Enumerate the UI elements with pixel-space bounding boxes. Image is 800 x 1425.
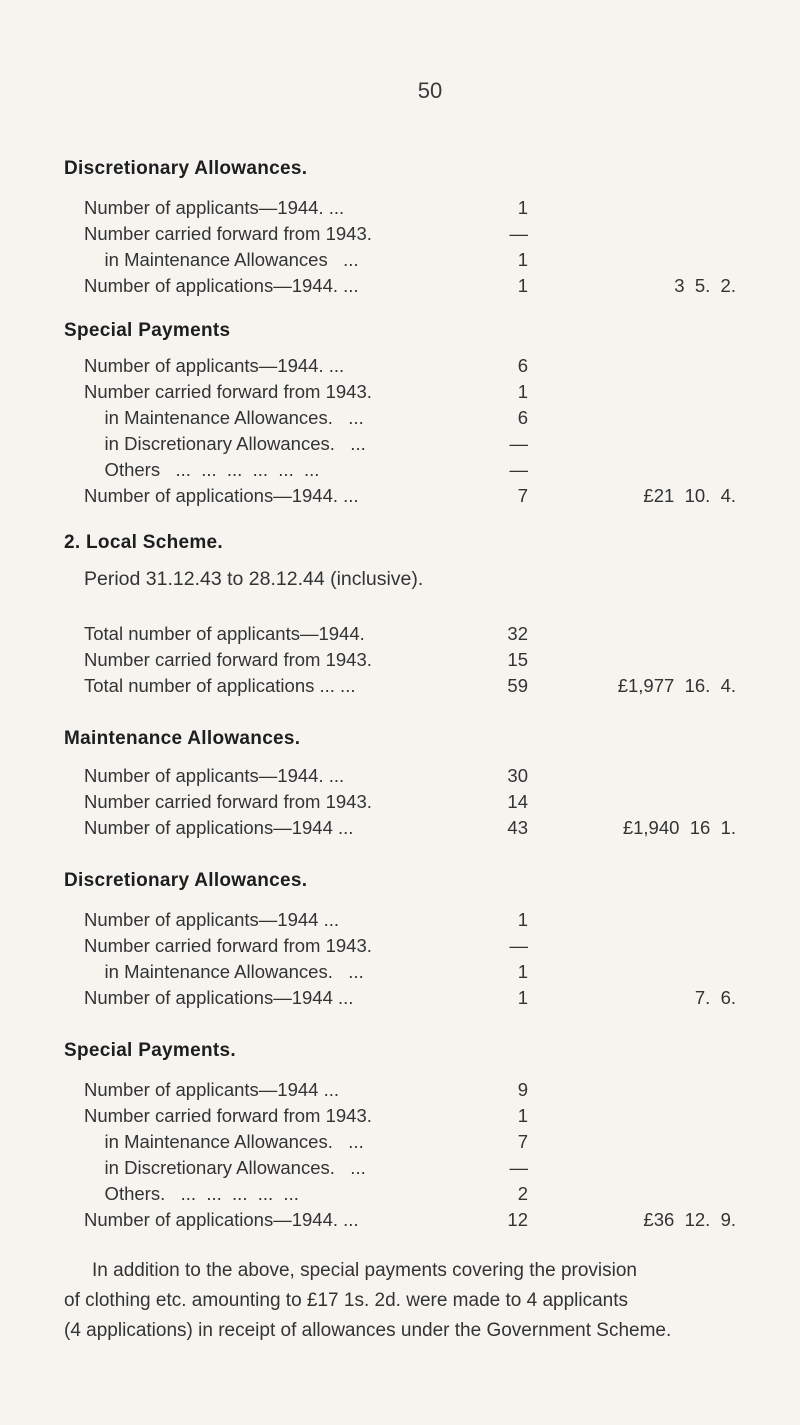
row-label: Number of applications—1944. ...: [84, 1209, 359, 1230]
row-label: Number carried forward from 1943.: [84, 1105, 372, 1126]
table-row: [84, 934, 544, 958]
section-total: £21 10. 4.: [643, 485, 736, 506]
section-total: £36 12. 9.: [643, 1209, 736, 1230]
row-label: in Maintenance Allowances. ...: [84, 407, 364, 428]
row-value: 30: [507, 765, 528, 786]
table-row: [84, 674, 544, 698]
row-label: Number carried forward from 1943.: [84, 223, 372, 244]
table-row: [84, 1182, 544, 1206]
table-row: [84, 816, 544, 840]
row-label: Number carried forward from 1943.: [84, 649, 372, 670]
row-value: 1: [517, 275, 528, 296]
row-label: Number of applications—1944 ...: [84, 987, 354, 1008]
table-row: [84, 960, 544, 984]
table-row: [84, 432, 544, 456]
row-value: 9: [517, 1079, 528, 1100]
row-label: in Maintenance Allowances. ...: [84, 961, 364, 982]
row-label: Others. ... ... ... ... ...: [84, 1183, 299, 1204]
table-row: [84, 222, 544, 246]
row-label: Number carried forward from 1943.: [84, 935, 372, 956]
row-label: Number of applicants—1944. ...: [84, 765, 345, 786]
row-value: 15: [507, 649, 528, 670]
section-heading: Special Payments: [64, 320, 231, 341]
row-value: 1: [517, 249, 528, 270]
row-label: Number of applicants—1944 ...: [84, 909, 340, 930]
table-row: [84, 196, 544, 220]
table-row: [84, 986, 544, 1010]
section-heading: Maintenance Allowances.: [64, 728, 301, 749]
paragraph-line: (4 applications) in receipt of allowances under the Government Scheme.: [64, 1320, 672, 1341]
row-label: Total number of applications ... ...: [84, 675, 356, 696]
section-total: 3 5. 2.: [674, 275, 736, 296]
table-row: [84, 274, 544, 298]
section-total: £1,940 16 1.: [622, 817, 736, 838]
row-value: 2: [517, 1183, 528, 1204]
section-heading: Discretionary Allowances.: [64, 158, 308, 179]
row-value: 12: [507, 1209, 528, 1230]
row-value: —: [509, 433, 528, 454]
row-value: 1: [517, 1105, 528, 1126]
row-label: in Maintenance Allowances ...: [84, 249, 359, 270]
row-value: 43: [507, 817, 528, 838]
table-row: [84, 790, 544, 814]
table-row: [84, 764, 544, 788]
row-value: —: [509, 223, 528, 244]
paragraph-line: In addition to the above, special payments covering the provision: [92, 1260, 637, 1281]
row-value: 1: [517, 987, 528, 1008]
section-heading: Special Payments.: [64, 1040, 236, 1061]
row-value: 14: [507, 791, 528, 812]
row-value: 6: [517, 407, 528, 428]
row-value: 1: [517, 909, 528, 930]
section-total: £1,977 16. 4.: [617, 675, 736, 696]
row-value: —: [509, 935, 528, 956]
table-row: [84, 648, 544, 672]
row-value: 32: [507, 623, 528, 644]
paragraph-line: of clothing etc. amounting to £17 1s. 2d. were made to 4 applicants: [64, 1290, 629, 1311]
table-row: [84, 1130, 544, 1154]
row-value: 7: [517, 1131, 528, 1152]
table-row: [84, 622, 544, 646]
table-row: [84, 380, 544, 404]
section-heading: Discretionary Allowances.: [64, 870, 308, 891]
row-label: Number of applications—1944. ...: [84, 275, 359, 296]
row-value: 1: [517, 961, 528, 982]
closing-paragraph: [64, 1256, 800, 1346]
row-label: Number carried forward from 1943.: [84, 381, 372, 402]
row-label: in Discretionary Allowances. ...: [84, 1157, 366, 1178]
row-label: Number of applications—1944. ...: [84, 485, 359, 506]
table-row: [84, 1078, 544, 1102]
row-label: Total number of applicants—1944.: [84, 623, 365, 644]
period-line: Period 31.12.43 to 28.12.44 (inclusive).: [84, 568, 424, 590]
row-value: 7: [517, 485, 528, 506]
row-value: —: [509, 1157, 528, 1178]
row-value: —: [509, 459, 528, 480]
section-heading: 2. Local Scheme.: [64, 532, 223, 553]
table-row: [84, 908, 544, 932]
table-row: [84, 458, 544, 482]
row-label: Number of applicants—1944 ...: [84, 1079, 340, 1100]
table-row: [84, 406, 544, 430]
section-total: 7. 6.: [694, 987, 736, 1008]
table-row: [84, 1104, 544, 1128]
table-row: [84, 1208, 544, 1232]
table-row: [84, 354, 544, 378]
row-value: 1: [517, 197, 528, 218]
row-label: in Maintenance Allowances. ...: [84, 1131, 364, 1152]
row-label: Number of applicants—1944. ...: [84, 197, 345, 218]
row-label: Number carried forward from 1943.: [84, 791, 372, 812]
row-label: Others ... ... ... ... ... ...: [84, 459, 320, 480]
table-row: [84, 1156, 544, 1180]
row-label: in Discretionary Allowances. ...: [84, 433, 366, 454]
page-number: 50: [417, 78, 443, 103]
row-value: 59: [507, 675, 528, 696]
row-value: 6: [517, 355, 528, 376]
row-label: Number of applications—1944 ...: [84, 817, 354, 838]
table-row: [84, 484, 544, 508]
row-value: 1: [517, 381, 528, 402]
table-row: [84, 248, 544, 272]
row-label: Number of applicants—1944. ...: [84, 355, 345, 376]
